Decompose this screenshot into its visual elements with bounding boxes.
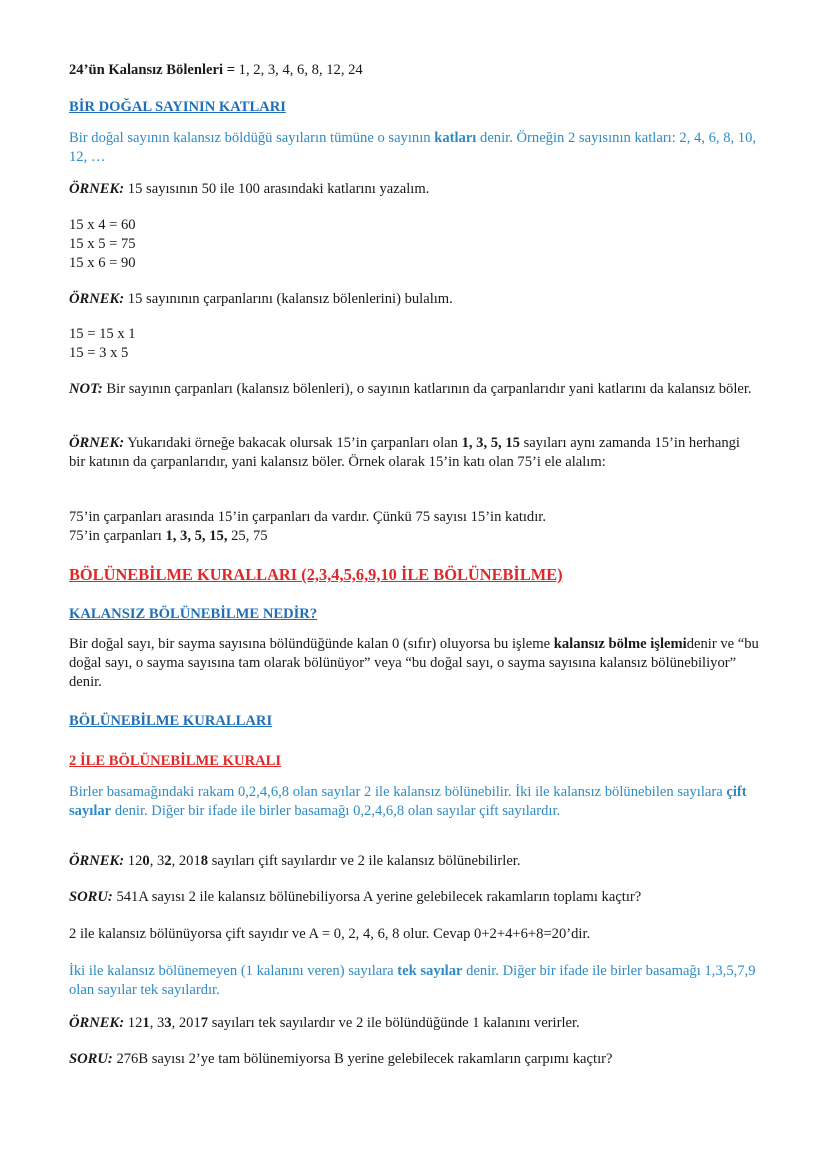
- question-1: SORU: 541A sayısı 2 ile kalansız bölünebiliyorsa A yerine gelebilecek rakamların toplamı kaçtır?: [69, 889, 642, 905]
- calc-line: 15 = 3 x 5: [69, 345, 129, 361]
- example-3: ÖRNEK: Yukarıdaki örneğe bakacak olursak 15’in çarpanları olan 1, 3, 5, 15 sayıları aynı zamanda 15’in herhangi bir katının da çarpanlarıdır, yani kalansız böler. Örnek olarak 15’in katı olan 75’i ele alalım:: [69, 435, 740, 470]
- answer-1: 2 ile kalansız bölünüyorsa çift sayıdır ve A = 0, 2, 4, 6, 8 olur. Cevap 0+2+4+6+8=20’dir.: [69, 926, 591, 942]
- divisors-24-line: 24’ün Kalansız Bölenleri = 1, 2, 3, 4, 6, 8, 12, 24: [69, 62, 363, 78]
- example-5: ÖRNEK: 121, 33, 2017 sayıları tek sayılardır ve 2 ile bölündüğünde 1 kalanını verirler.: [69, 1015, 580, 1031]
- katlar-definition: Bir doğal sayının kalansız böldüğü sayıların tümüne o sayının katları denir. Örneğin 2 sayısının katları: 2, 4, 6, 8, 10, 12, …: [69, 130, 757, 165]
- example-1-lines: [69, 216, 759, 273]
- calc-line: 15 = 15 x 1: [69, 326, 136, 342]
- divisibility-rules-main-heading: BÖLÜNEBİLME KURALLARI (2,3,4,5,6,9,10 İLE BÖLÜNEBİLME): [69, 565, 563, 584]
- rule-2-definition: Birler basamağındaki rakam 0,2,4,6,8 olan sayılar 2 ile kalansız bölünebilir. İki ile kalansız bölünebilen sayılara çift sayılar denir. Diğer bir ifade ile birler basamağı 0,2,4,6,8 olan sayılar çift sayılardır.: [69, 784, 747, 819]
- question-2: SORU: 276B sayısı 2’ye tam bölünemiyorsa B yerine gelebilecek rakamların çarpımı kaçtır?: [69, 1051, 613, 1067]
- calc-line: 15 x 4 = 60: [69, 217, 136, 233]
- kalansiz-heading: KALANSIZ BÖLÜNEBİLME NEDİR?: [69, 606, 318, 622]
- note: NOT: Bir sayının çarpanları (kalansız bölenleri), o sayının katlarının da çarpanlarıdır yani katlarını da kalansız böler.: [69, 381, 752, 397]
- example-1: ÖRNEK: 15 sayısının 50 ile 100 arasındaki katlarını yazalım.: [69, 181, 430, 197]
- factors-75-list: 75’in çarpanları 1, 3, 5, 15, 25, 75: [69, 528, 268, 544]
- odd-definition: İki ile kalansız bölünemeyen (1 kalanını veren) sayılara tek sayılar denir. Diğer bir ifade ile birler basamağı 1,3,5,7,9 olan sayılar tek sayılardır.: [69, 963, 756, 998]
- example-2-lines: [69, 325, 759, 363]
- calc-line: 15 x 5 = 75: [69, 236, 136, 252]
- kalansiz-definition: Bir doğal sayı, bir sayma sayısına bölündüğünde kalan 0 (sıfır) oluyorsa bu işleme kalansız bölme işlemidenir ve “bu doğal sayı, o sayma sayısına tam olarak bölünüyor” veya “bu doğal sayı, o sayma sayısına kalansız bölünebiliyor” denir.: [69, 636, 759, 690]
- factors-75-block: [69, 508, 759, 546]
- example-4: ÖRNEK: 120, 32, 2018 sayıları çift sayılardır ve 2 ile kalansız bölünebilirler.: [69, 853, 521, 869]
- katlar-heading: BİR DOĞAL SAYININ KATLARI: [69, 99, 286, 115]
- calc-line: 15 x 6 = 90: [69, 255, 136, 271]
- factors-75-explanation: 75’in çarpanları arasında 15’in çarpanları da vardır. Çünkü 75 sayısı 15’in katıdır.: [69, 509, 546, 525]
- rules-heading: BÖLÜNEBİLME KURALLARI: [69, 713, 273, 729]
- rule-2-heading: 2 İLE BÖLÜNEBİLME KURALI: [69, 753, 282, 769]
- example-2: ÖRNEK: 15 sayınının çarpanlarını (kalansız bölenlerini) bulalım.: [69, 291, 453, 307]
